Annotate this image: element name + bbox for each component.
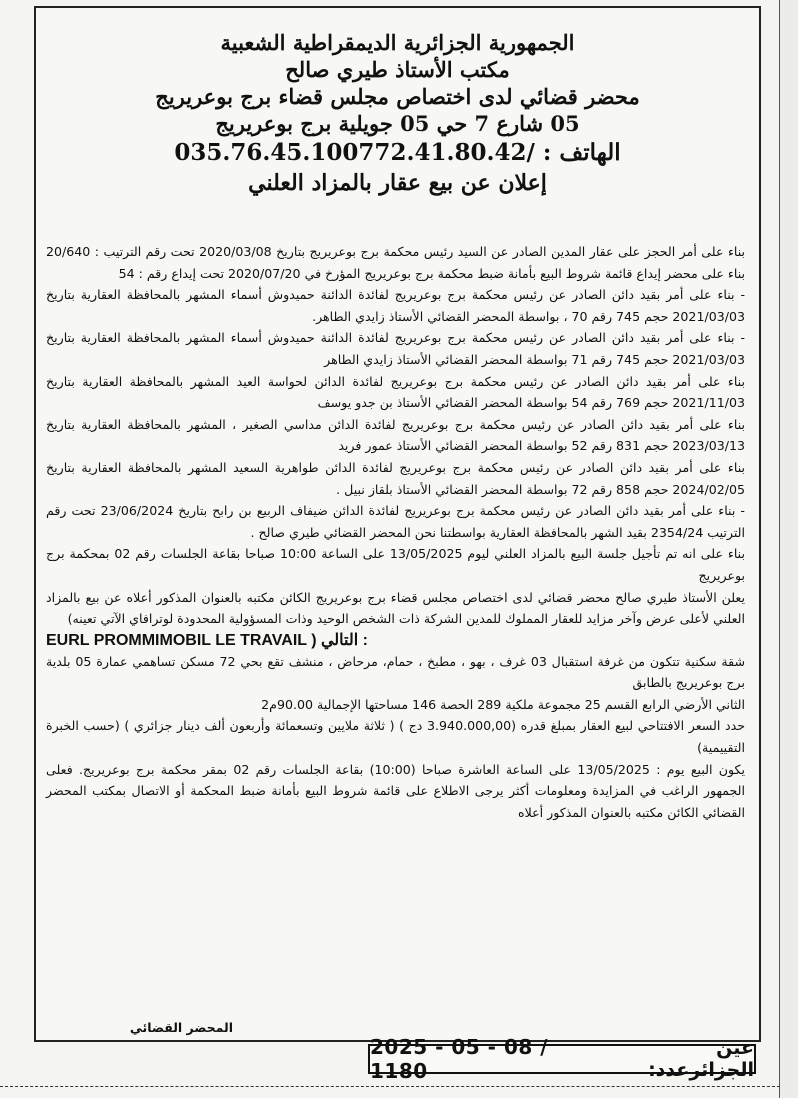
paragraph-creditor-5: بناء على أمر بقيد دائن الصادر عن رئيس محكمة برج بوعريريج لفائدة الدائن طواهرية السعيد المشهر بالمحافظة العقارية بتاريخ 2024/02/05 حجم 858 رقم 72 بواسطة المحضر القضائي الأستاذ بلقاز نبيل . bbox=[46, 459, 745, 497]
publication-reference-value: 2025 - 05 - 08 / 1180 bbox=[370, 1035, 549, 1083]
paragraph-property-description: شقة سكنية تتكون من غرفة استقبال 03 غرف ، بهو ، مطبخ ، حمام، مرحاض ، منشف تقع بحي 72 مسكن تساهمي عمارة 05 بلدية برج بوعريريج بالطابق bbox=[46, 653, 746, 691]
paragraph-opening-price: حدد السعر الافتتاحي لبيع العقار بمبلغ قدره (3.940.000,00 دج ) ( ثلاثة ملايين وتسعمائة وأربعون ألف دينار جزائري ) (حسب الخبرة التقييمية) bbox=[46, 718, 745, 756]
adjacent-column-edge bbox=[779, 0, 798, 1098]
office-jurisdiction: محضر قضائي لدى اختصاص مجلس قضاء برج بوعريريج bbox=[155, 83, 640, 109]
paragraph-postponement: بناء على انه تم تأجيل جلسة البيع بالمزاد العلني ليوم 13/05/2025 على الساعة 10:00 صباحا بقاعة الجلسات رقم 02 بمحكمة برج بوعريريج bbox=[46, 546, 745, 583]
phone-number: 035.76.45.100772.41.80.42/ bbox=[174, 138, 535, 166]
paragraph-creditor-6: - بناء على أمر بقيد دائن الصادر عن رئيس محكمة برج بوعريريج لفائدة الدائن ضيفاف الربيع بن رابح بتاريخ 23/06/2024 تحت رقم الترتيب 2354/24 بقيد الشهر بالمحافظة العقارية بواسطتنا نحن المحضر القضائي طيري صالح . bbox=[46, 503, 745, 540]
office-address: 05 شارع 7 حي 05 جويلية برج بوعريريج bbox=[215, 110, 580, 136]
office-name: مكتب الأستاذ طيري صالح bbox=[285, 56, 510, 82]
publication-reference-label: عين الجزائرعدد: bbox=[648, 1037, 754, 1081]
paragraph-seizure-order: بناء على أمر الحجز على عقار المدين الصادر عن السيد رئيس محكمة برج بوعريريج بتاريخ 2020/03/08 تحت رقم الترتيب : 20/640 بناء على محضر إيداع قائمة شروط البيع بأمانة ضبط محكمة برج بوعريريج المؤرخ في 2020/07/20 تحت إيداع رقم : 54 bbox=[46, 244, 746, 281]
cut-line bbox=[0, 1086, 780, 1087]
announcement-body bbox=[46, 241, 745, 823]
paragraph-creditor-2: - بناء على أمر بقيد دائن الصادر عن رئيس محكمة برج بوعريريج لفائدة الدائنة حميدوش أسماء المشهر بالمحافظة العقارية بتاريخ 2021/03/03 حجم 745 رقم 71 بواسطة المحضر القضائي الأستاذ زايدي الطاهر bbox=[46, 330, 745, 367]
paragraph-sale-notice: يعلن الأستاذ طيري صالح محضر قضائي لدى اختصاص مجلس قضاء برج بوعريريج الكائن مكتبه بالعنوان المذكور أعلاه عن بيع بالمزاد العلني لأعلى عرض وآخر مزايد للعقار المملوك للمدين الشركة ذات الشخص الوحيد وذات المسؤولية المحدودة لوترافاي الآتي تعينه) bbox=[46, 589, 745, 627]
paragraph-property-lot: الثاني الأرضي الرابع القسم 25 مجموعة ملكية 289 الحصة 146 مساحتها الإجمالية 90.00م2 bbox=[261, 696, 745, 712]
phone-line bbox=[36, 138, 759, 167]
company-name: EURL PROMMIMOBIL LE TRAVAIL ) التالي : bbox=[46, 631, 368, 649]
announcement-title: إعلان عن بيع عقار بالمزاد العلني bbox=[248, 169, 547, 196]
publication-reference-box bbox=[368, 1035, 756, 1083]
phone-label: الهاتف : bbox=[542, 138, 621, 166]
paragraph-creditor-3: بناء على أمر بقيد دائن الصادر عن رئيس محكمة برج بوعريريج لفائدة الدائن لحواسة العيد المشهر بالمحافظة العقارية بتاريخ 2021/11/03 حجم 769 رقم 54 بواسطة المحضر القضائي الأستاذ بن جدو يوسف bbox=[46, 373, 745, 411]
paragraph-creditor-1: - بناء على أمر بقيد دائن الصادر عن رئيس محكمة برج بوعريريج لفائدة الدائنة حميدوش أسماء المشهر بالمحافظة العقارية بتاريخ 2021/03/03 حجم 745 رقم 70 ، بواسطة المحضر القضائي الأستاذ زايدي الطاهر. bbox=[46, 287, 745, 324]
republic-title: الجمهورية الجزائرية الديمقراطية الشعبية bbox=[220, 30, 575, 55]
announcement-header bbox=[36, 8, 759, 197]
signature-label: المحضر القضائي bbox=[129, 1020, 233, 1035]
paragraph-sale-date: يكون البيع يوم : 13/05/2025 على الساعة العاشرة صباحا (10:00) بقاعة الجلسات رقم 02 بمقر محكمة برج بوعريريج. فعلى الجمهور الراغب في المزايدة ومعلومات أكثر يرجى الاطلاع على قائمة شروط البيع بأمانة ضبط المحكمة أو الاتصال بمكتب المحضر القضائي الكائن مكتبه بالعنوان المذكور أعلاه bbox=[46, 761, 745, 820]
announcement-frame bbox=[34, 6, 761, 1042]
paragraph-creditor-4: بناء على أمر بقيد دائن الصادر عن رئيس محكمة برج بوعريريج لفائدة الدائن مداسي الصغير ، المشهر بالمحافظة العقارية بتاريخ 2023/03/13 حجم 831 رقم 52 بواسطة المحضر القضائي الأستاذ عمور فريد bbox=[46, 416, 745, 454]
